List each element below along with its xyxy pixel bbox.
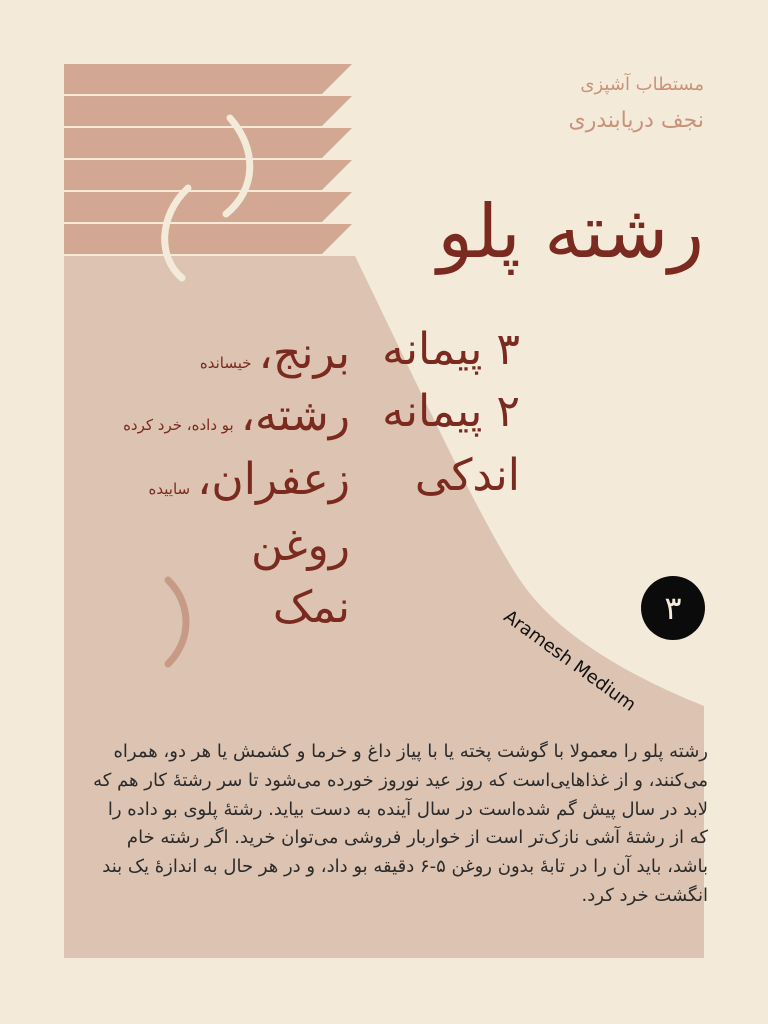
wing-decoration: [64, 64, 352, 254]
ingredient-name: روغن: [251, 520, 350, 571]
ingredient-note: بو داده، خرد کرده: [123, 416, 234, 434]
ingredient-oil: [251, 520, 350, 571]
source-book-title: مستطاب آشپزی: [580, 74, 704, 95]
recipe-title: رشته پلو: [437, 189, 704, 275]
ingredient-name: برنج،: [258, 328, 350, 379]
ingredient-salt: [272, 582, 350, 633]
ingredient-note: خیسانده: [199, 354, 252, 372]
ingredient-note: ساییده: [148, 480, 191, 498]
page-number-badge: ۳: [641, 576, 705, 640]
ingredient-name: رشته،: [240, 390, 350, 441]
source-author: نجف دریابندری: [568, 108, 704, 133]
ingredient-saffron: [148, 454, 350, 505]
quantity-rice: ۳ پیمانه: [382, 324, 520, 375]
ingredient-name: زعفران،: [197, 454, 350, 505]
quantity-saffron: اندکی: [414, 450, 520, 501]
ingredient-rice: [199, 328, 350, 379]
ingredient-name: نمک: [272, 582, 350, 633]
ingredient-noodles: [123, 390, 350, 441]
quantity-noodles: ۲ پیمانه: [382, 386, 520, 437]
font-name-label: Aramesh Medium: [499, 606, 640, 716]
recipe-description: رشته پلو را معمولا با گوشت پخته یا با پیاز داغ و خرما و کشمش یا هر دو، همراه می‌کنند، و از غذاهایی‌است که روز عید نوروز خورده می‌شود تا سر رشتهٔ کار هم که لابد در سال پیش گم شده‌است در سال آینده به دست بیاید. رشتهٔ پلوی بو داده را که از رشتهٔ آشی نازک‌تر است از خواربار فروشی می‌توان خرید. اگر رشته خام باشد، باید آن را در تابهٔ بدون روغن ۵-۶ دقیقه بو داد، و در هر حال به اندازهٔ یک بند انگشت خرد کرد.: [93, 741, 708, 906]
